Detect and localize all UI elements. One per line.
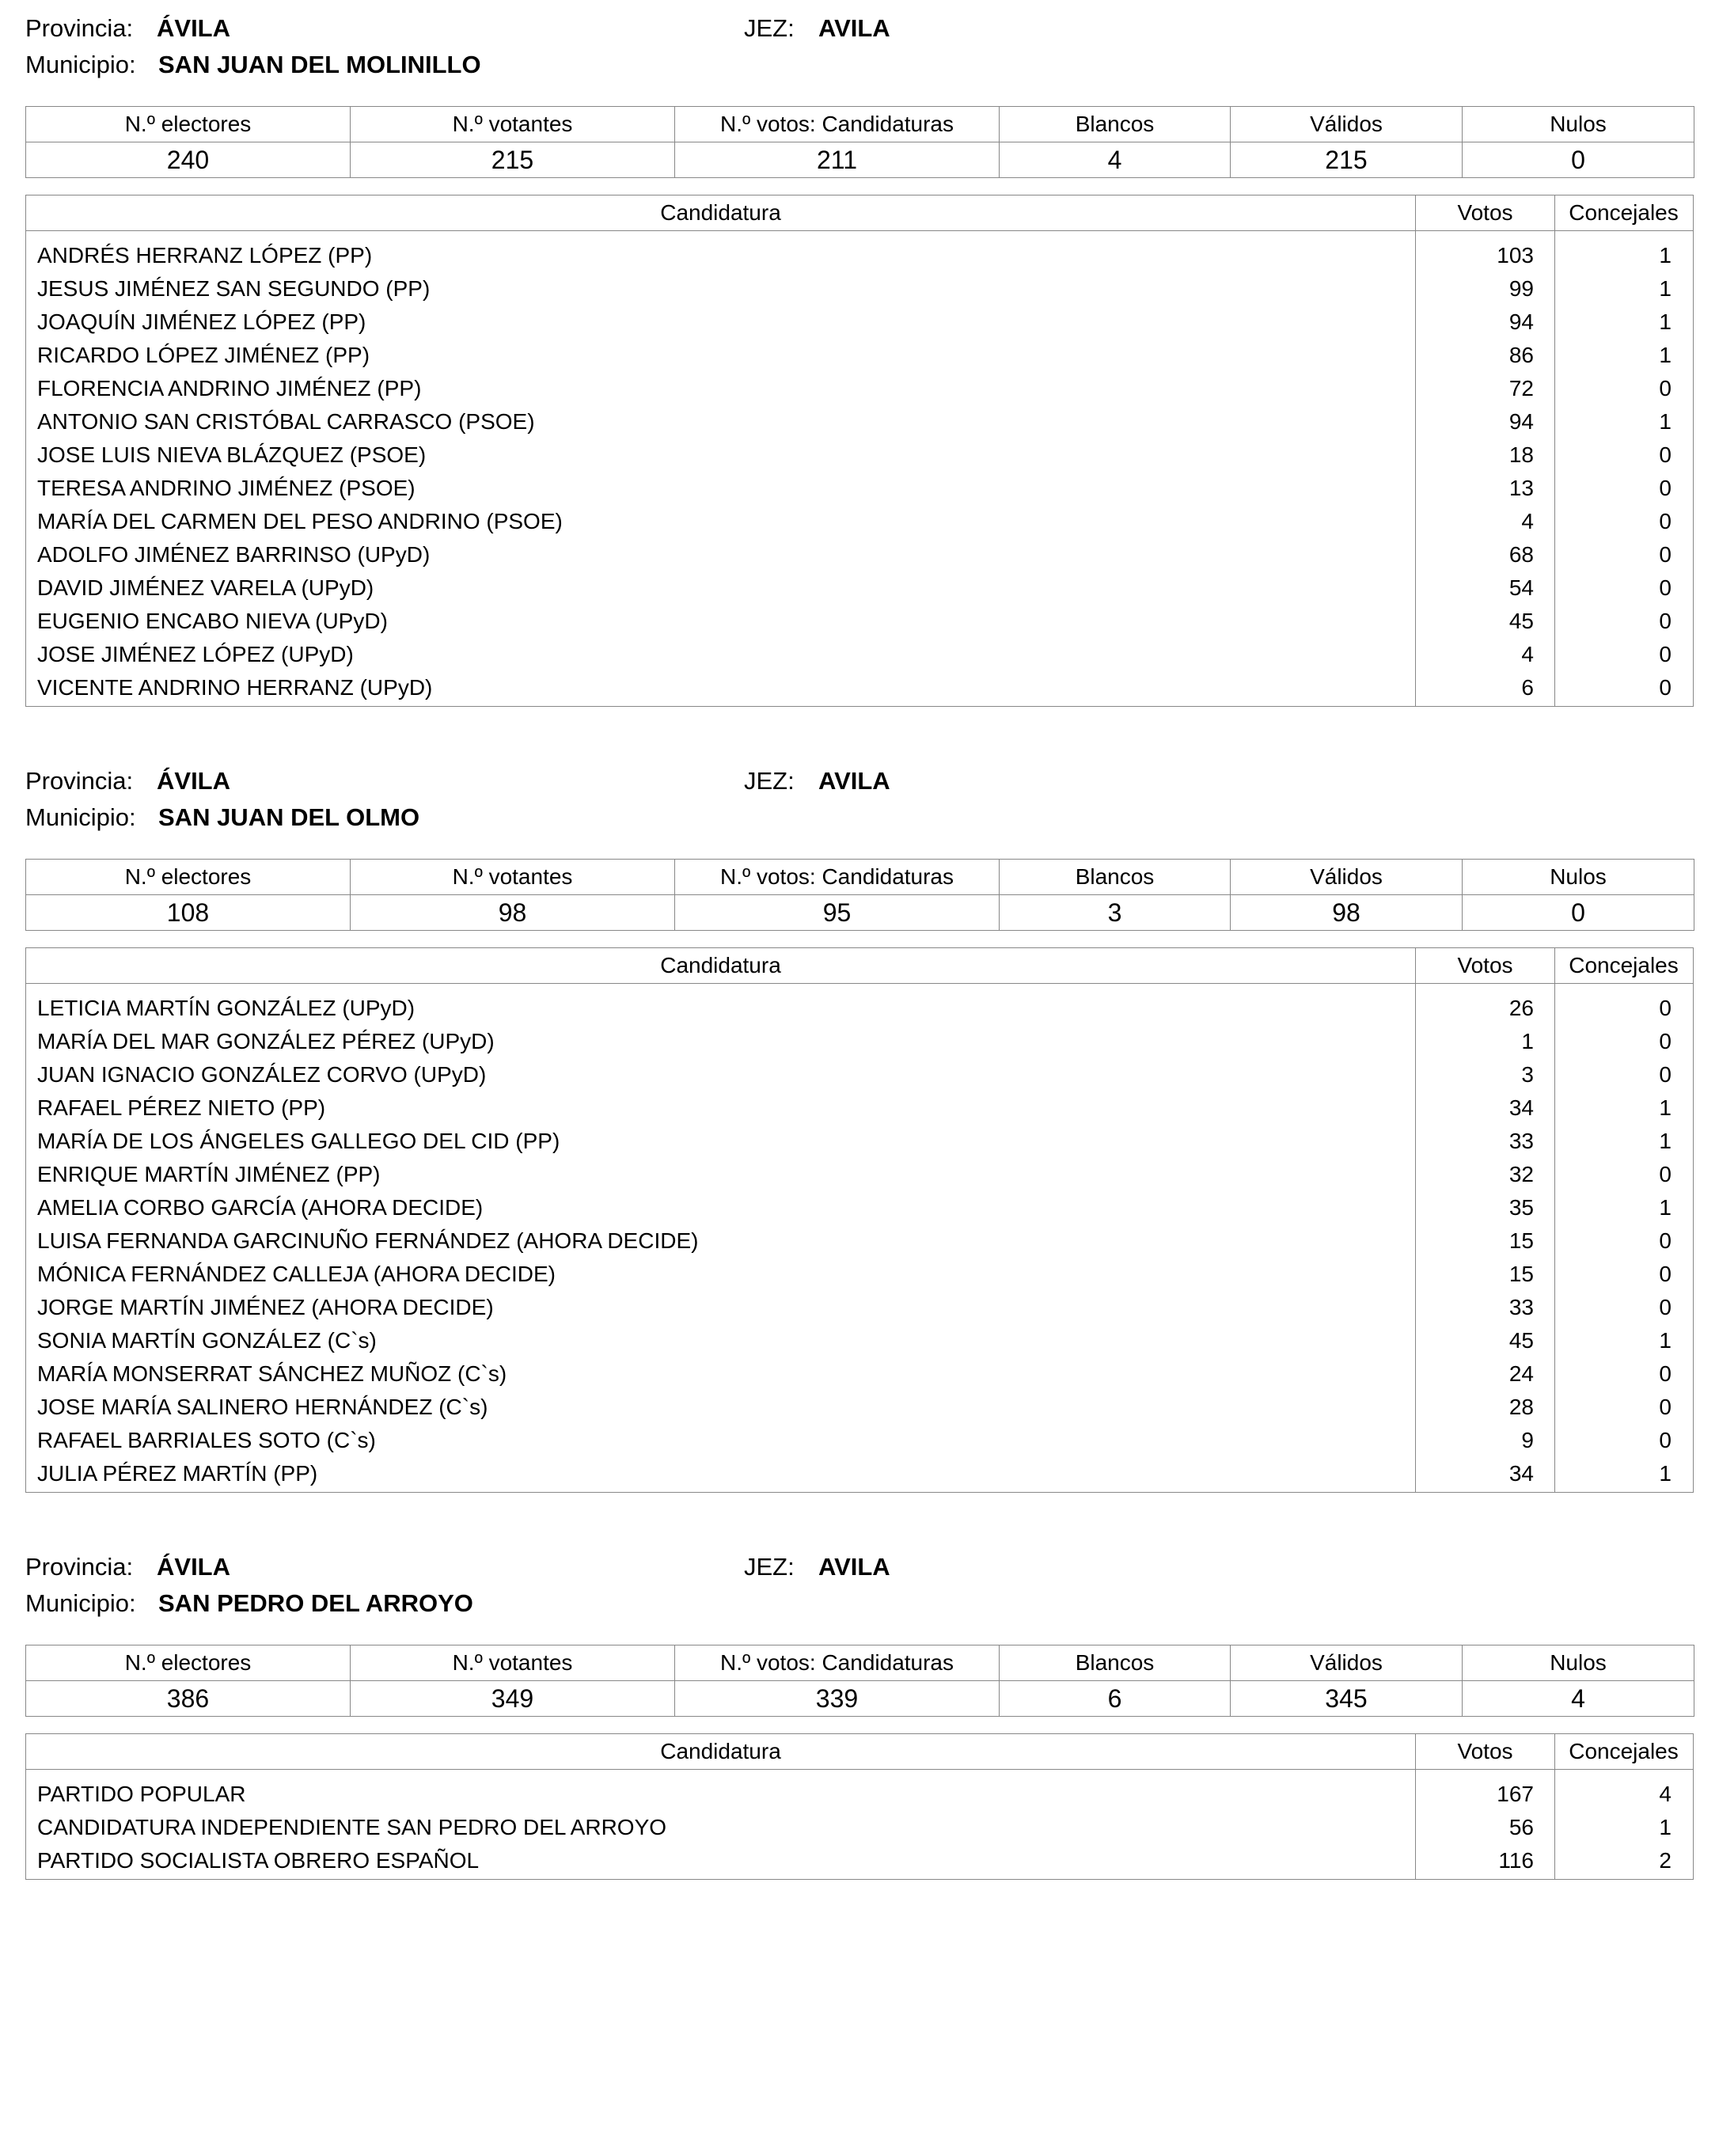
candidate-concejales: 0	[1659, 476, 1672, 500]
candidates-body	[26, 231, 1693, 706]
stats-value-cell: 240	[26, 142, 351, 178]
stats-value-cell: 4	[1000, 142, 1231, 178]
candidates-header-cell: Concejales	[1569, 1739, 1679, 1763]
stats-value-cell: 98	[1231, 895, 1463, 931]
stats-value-row	[26, 895, 1694, 931]
municipality-block	[25, 11, 1694, 700]
candidate-name: MÓNICA FERNÁNDEZ CALLEJA (AHORA DECIDE)	[37, 1262, 556, 1286]
candidate-concejales: 0	[1659, 642, 1672, 666]
candidate-name: MARÍA MONSERRAT SÁNCHEZ MUÑOZ (C`s)	[37, 1361, 507, 1386]
candidate-votos: 34	[1508, 1461, 1534, 1486]
jez-label: JEZ:	[744, 14, 795, 42]
candidate-concejales: 0	[1659, 1295, 1672, 1319]
candidates-table	[25, 947, 1694, 1493]
candidate-name: EUGENIO ENCABO NIEVA (UPyD)	[37, 609, 388, 633]
candidates-header-cell: Votos	[1416, 195, 1555, 230]
provincia-label: Provincia:	[25, 1553, 134, 1581]
stats-value-cell: 215	[1231, 142, 1463, 178]
candidate-concejales: 1	[1659, 343, 1672, 367]
candidate-name: CANDIDATURA INDEPENDIENTE SAN PEDRO DEL ARROYO	[37, 1815, 667, 1839]
candidate-votos: 94	[1508, 309, 1534, 334]
candidate-name: LUISA FERNANDA GARCINUÑO FERNÁNDEZ (AHORA DECIDE)	[37, 1228, 699, 1253]
provincia-value: ÁVILA	[157, 767, 230, 795]
concejales-column	[1555, 231, 1692, 706]
stats-header-row	[26, 107, 1694, 142]
candidate-name: JOAQUÍN JIMÉNEZ LÓPEZ (PP)	[37, 309, 366, 334]
candidate-name: JOSE LUIS NIEVA BLÁZQUEZ (PSOE)	[37, 442, 427, 467]
candidate-votos: 4	[1521, 642, 1534, 666]
candidate-votos: 3	[1521, 1062, 1534, 1087]
candidate-votos: 54	[1508, 575, 1534, 600]
municipio-label: Municipio:	[25, 51, 136, 78]
provincia-value: ÁVILA	[157, 14, 230, 42]
candidate-concejales: 0	[1659, 675, 1672, 700]
stats-value-row	[26, 142, 1694, 178]
stats-table	[25, 1645, 1694, 1717]
stats-header-cell: N.º votantes	[351, 860, 675, 895]
provincia-value: ÁVILA	[157, 1553, 230, 1581]
candidate-concejales: 1	[1659, 1129, 1672, 1153]
block-header	[25, 1550, 1694, 1626]
candidate-concejales: 0	[1659, 509, 1672, 533]
stats-header-row	[26, 860, 1694, 895]
candidates-table	[25, 1733, 1694, 1880]
candidate-name: PARTIDO SOCIALISTA OBRERO ESPAÑOL	[37, 1848, 480, 1873]
candidate-concejales: 0	[1659, 376, 1672, 400]
candidate-votos: 33	[1508, 1295, 1534, 1319]
candidate-name-column	[26, 984, 1416, 1492]
jez-value: AVILA	[818, 767, 890, 795]
stats-header-row	[26, 1645, 1694, 1681]
stats-value-cell: 386	[26, 1681, 351, 1717]
stats-value-cell: 211	[675, 142, 1000, 178]
candidate-votos: 4	[1521, 509, 1534, 533]
candidate-votos: 86	[1508, 343, 1534, 367]
candidate-votos: 26	[1508, 996, 1534, 1020]
candidate-name: JOSE MARÍA SALINERO HERNÁNDEZ (C`s)	[37, 1395, 488, 1419]
candidate-votos: 103	[1497, 243, 1534, 268]
stats-header-cell: N.º votos: Candidaturas	[675, 107, 1000, 142]
block-header	[25, 11, 1694, 87]
candidate-name: PARTIDO POPULAR	[37, 1782, 246, 1806]
municipio-value: SAN PEDRO DEL ARROYO	[158, 1589, 473, 1617]
candidate-concejales: 0	[1659, 1062, 1672, 1087]
candidate-concejales: 0	[1659, 1228, 1672, 1253]
jez-value: AVILA	[818, 1553, 890, 1581]
candidate-name: VICENTE ANDRINO HERRANZ (UPyD)	[37, 675, 433, 700]
candidate-name: DAVID JIMÉNEZ VARELA (UPyD)	[37, 575, 374, 600]
candidate-concejales: 1	[1659, 276, 1672, 301]
stats-header-cell: Blancos	[1000, 860, 1231, 895]
jez-value: AVILA	[818, 14, 890, 42]
candidate-concejales: 1	[1659, 1328, 1672, 1353]
candidate-votos: 45	[1508, 609, 1534, 633]
candidates-table	[25, 195, 1694, 707]
candidate-name: MARÍA DEL MAR GONZÁLEZ PÉREZ (UPyD)	[37, 1029, 495, 1053]
candidate-name: AMELIA CORBO GARCÍA (AHORA DECIDE)	[37, 1195, 484, 1220]
stats-value-cell: 349	[351, 1681, 675, 1717]
stats-header-cell: Válidos	[1231, 860, 1463, 895]
stats-header-cell: Nulos	[1463, 107, 1694, 142]
candidate-concejales: 1	[1659, 409, 1672, 434]
candidate-votos: 15	[1508, 1262, 1534, 1286]
candidate-concejales: 0	[1659, 542, 1672, 567]
candidate-name: JULIA PÉREZ MARTÍN (PP)	[37, 1461, 318, 1486]
candidate-concejales: 0	[1659, 1029, 1672, 1053]
stats-header-cell: N.º votos: Candidaturas	[675, 1645, 1000, 1681]
candidate-concejales: 1	[1659, 1461, 1672, 1486]
candidate-votos: 28	[1508, 1395, 1534, 1419]
stats-value-cell: 108	[26, 895, 351, 931]
candidates-header-cell: Candidatura	[26, 948, 1416, 983]
stats-value-cell: 0	[1463, 895, 1694, 931]
jez-label: JEZ:	[744, 767, 795, 795]
candidate-concejales: 1	[1659, 309, 1672, 334]
municipio-label: Municipio:	[25, 803, 136, 831]
candidate-name: JOSE JIMÉNEZ LÓPEZ (UPyD)	[37, 642, 354, 666]
candidate-concejales: 0	[1659, 996, 1672, 1020]
candidate-votos: 116	[1498, 1848, 1534, 1873]
stats-value-cell: 215	[351, 142, 675, 178]
candidate-name: MARÍA DE LOS ÁNGELES GALLEGO DEL CID (PP)	[37, 1129, 560, 1153]
candidates-header-row	[26, 948, 1693, 984]
candidate-name: LETICIA MARTÍN GONZÁLEZ (UPyD)	[37, 996, 416, 1020]
candidate-concejales: 0	[1659, 442, 1672, 467]
jez-label: JEZ:	[744, 1553, 795, 1581]
candidates-header-cell: Votos	[1416, 1734, 1555, 1769]
candidate-concejales: 1	[1659, 1195, 1672, 1220]
votos-column	[1416, 1770, 1555, 1879]
candidate-votos: 34	[1508, 1095, 1534, 1120]
candidate-votos: 6	[1521, 675, 1534, 700]
candidate-concejales: 0	[1659, 609, 1672, 633]
stats-header-cell: Nulos	[1463, 1645, 1694, 1681]
stats-value-cell: 3	[1000, 895, 1231, 931]
stats-value-cell: 98	[351, 895, 675, 931]
candidate-name: MARÍA DEL CARMEN DEL PESO ANDRINO (PSOE)	[37, 509, 563, 533]
candidates-header-cell: Votos	[1416, 948, 1555, 983]
candidate-concejales: 0	[1659, 1262, 1672, 1286]
stats-header-cell: N.º electores	[26, 107, 351, 142]
candidate-votos: 9	[1521, 1428, 1534, 1452]
stats-header-cell: Válidos	[1231, 1645, 1463, 1681]
candidate-votos: 35	[1508, 1195, 1534, 1220]
candidate-name: FLORENCIA ANDRINO JIMÉNEZ (PP)	[37, 376, 422, 400]
candidate-name: ANTONIO SAN CRISTÓBAL CARRASCO (PSOE)	[37, 409, 535, 434]
candidate-name: ANDRÉS HERRANZ LÓPEZ (PP)	[37, 243, 373, 268]
stats-value-row	[26, 1681, 1694, 1717]
stats-header-cell: N.º votantes	[351, 1645, 675, 1681]
candidate-concejales: 0	[1659, 575, 1672, 600]
candidate-name: RAFAEL PÉREZ NIETO (PP)	[37, 1095, 326, 1120]
candidates-header-row	[26, 1734, 1693, 1770]
candidate-votos: 32	[1508, 1162, 1534, 1186]
candidates-header-cell: Candidatura	[26, 1734, 1416, 1769]
block-header	[25, 764, 1694, 840]
candidate-votos: 72	[1508, 376, 1534, 400]
stats-header-cell: Nulos	[1463, 860, 1694, 895]
candidate-votos: 15	[1508, 1228, 1534, 1253]
candidates-body	[26, 1770, 1693, 1879]
municipality-block	[25, 764, 1694, 1486]
candidate-name: SONIA MARTÍN GONZÁLEZ (C`s)	[37, 1328, 377, 1353]
candidate-name: RICARDO LÓPEZ JIMÉNEZ (PP)	[37, 343, 370, 367]
stats-header-cell: N.º votos: Candidaturas	[675, 860, 1000, 895]
stats-header-cell: N.º electores	[26, 1645, 351, 1681]
candidate-votos: 94	[1508, 409, 1534, 434]
stats-header-cell: Blancos	[1000, 107, 1231, 142]
candidates-header-cell: Concejales	[1569, 200, 1679, 225]
municipality-block	[25, 1550, 1694, 1873]
stats-value-cell: 345	[1231, 1681, 1463, 1717]
stats-value-cell: 339	[675, 1681, 1000, 1717]
candidate-votos: 33	[1508, 1129, 1534, 1153]
candidate-name-column	[26, 1770, 1416, 1879]
candidate-votos: 68	[1508, 542, 1534, 567]
candidates-header-cell: Candidatura	[26, 195, 1416, 230]
candidate-name: ADOLFO JIMÉNEZ BARRINSO (UPyD)	[37, 542, 431, 567]
candidate-votos: 24	[1508, 1361, 1534, 1386]
concejales-column	[1555, 1770, 1692, 1879]
candidate-concejales: 1	[1659, 243, 1672, 268]
candidate-votos: 45	[1508, 1328, 1534, 1353]
candidate-votos: 1	[1521, 1029, 1534, 1053]
votos-column	[1416, 984, 1555, 1492]
provincia-label: Provincia:	[25, 767, 134, 795]
stats-header-cell: N.º votantes	[351, 107, 675, 142]
municipio-value: SAN JUAN DEL OLMO	[158, 803, 420, 831]
candidate-votos: 167	[1497, 1782, 1534, 1806]
candidate-name-column	[26, 231, 1416, 706]
stats-table	[25, 859, 1694, 931]
stats-value-cell: 6	[1000, 1681, 1231, 1717]
provincia-label: Provincia:	[25, 14, 134, 42]
stats-header-cell: N.º electores	[26, 860, 351, 895]
candidate-concejales: 2	[1659, 1848, 1672, 1873]
candidate-concejales: 0	[1659, 1361, 1672, 1386]
candidate-concejales: 0	[1659, 1428, 1672, 1452]
candidate-concejales: 1	[1659, 1095, 1672, 1120]
candidate-votos: 56	[1508, 1815, 1534, 1839]
candidate-votos: 18	[1508, 442, 1534, 467]
stats-value-cell: 95	[675, 895, 1000, 931]
municipio-value: SAN JUAN DEL MOLINILLO	[158, 51, 481, 78]
candidates-body	[26, 984, 1693, 1492]
candidate-concejales: 1	[1659, 1815, 1672, 1839]
candidate-name: JORGE MARTÍN JIMÉNEZ (AHORA DECIDE)	[37, 1295, 494, 1319]
stats-table	[25, 106, 1694, 178]
stats-header-cell: Válidos	[1231, 107, 1463, 142]
stats-value-cell: 4	[1463, 1681, 1694, 1717]
candidate-votos: 99	[1508, 276, 1534, 301]
candidate-votos: 13	[1508, 476, 1534, 500]
candidates-header-row	[26, 195, 1693, 231]
candidate-name: JESUS JIMÉNEZ SAN SEGUNDO (PP)	[37, 276, 431, 301]
candidate-name: RAFAEL BARRIALES SOTO (C`s)	[37, 1428, 376, 1452]
stats-header-cell: Blancos	[1000, 1645, 1231, 1681]
municipio-label: Municipio:	[25, 1589, 136, 1617]
candidate-concejales: 4	[1659, 1782, 1672, 1806]
concejales-column	[1555, 984, 1692, 1492]
candidate-name: JUAN IGNACIO GONZÁLEZ CORVO (UPyD)	[37, 1062, 487, 1087]
candidate-name: ENRIQUE MARTÍN JIMÉNEZ (PP)	[37, 1162, 381, 1186]
stats-value-cell: 0	[1463, 142, 1694, 178]
votos-column	[1416, 231, 1555, 706]
candidate-concejales: 0	[1659, 1395, 1672, 1419]
candidate-concejales: 0	[1659, 1162, 1672, 1186]
candidates-header-cell: Concejales	[1569, 953, 1679, 977]
candidate-name: TERESA ANDRINO JIMÉNEZ (PSOE)	[37, 476, 416, 500]
